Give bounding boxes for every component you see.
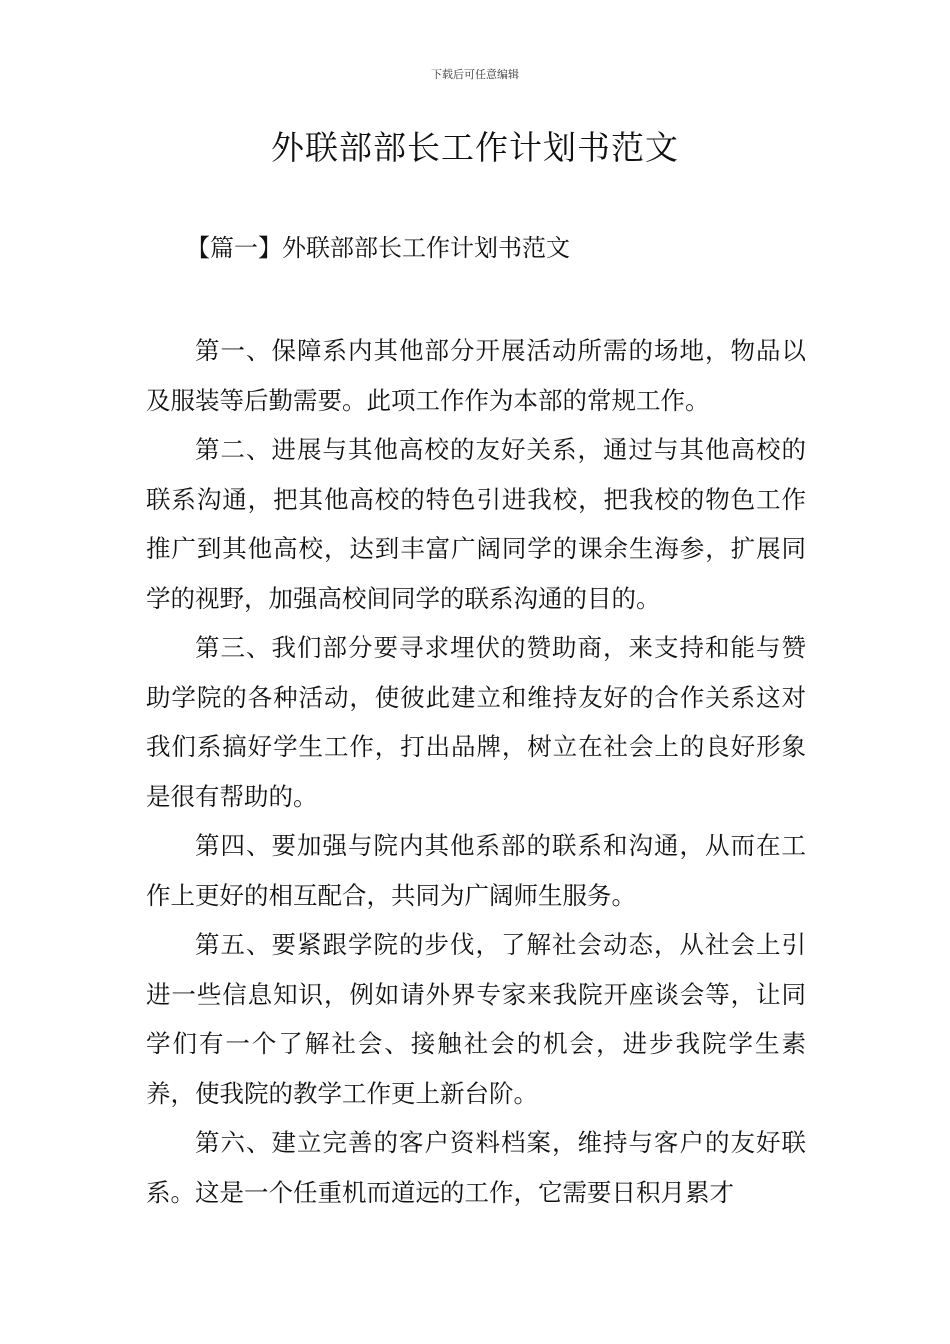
paragraph-6: 第六、建立完善的客户资料档案，维持与客户的友好联系。这是一个任重机而道远的工作，它需要日积月累才 (146, 1128, 806, 1207)
paragraph-1: 第一、保障系内其他部分开展活动所需的场地，物品以及服装等后勤需要。此项工作作为本部的常规工作。 (146, 336, 806, 415)
section-heading: 【篇一】外联部部长工作计划书范文 (186, 234, 570, 262)
paragraph-2: 第二、进展与其他高校的友好关系，通过与其他高校的联系沟通，把其他高校的特色引进我校，把我校的物色工作推广到其他高校，达到丰富广阔同学的课余生海参，扩展同学的视野，加强高校间同学的联系沟通的目的。 (146, 435, 806, 613)
paragraph-5: 第五、要紧跟学院的步伐，了解社会动态，从社会上引进一些信息知识，例如请外界专家来我院开座谈会等，让同学们有一个了解社会、接触社会的机会，进步我院学生素养，使我院的教学工作更上新台阶。 (146, 930, 806, 1108)
document-title: 外联部部长工作计划书范文 (271, 128, 679, 167)
header-note: 下载后可任意编辑 (431, 68, 519, 81)
paragraph-3: 第三、我们部分要寻求埋伏的赞助商，来支持和能与赞助学院的各种活动，使彼此建立和维持友好的合作关系这对我们系搞好学生工作，打出品牌，树立在社会上的良好形象是很有帮助的。 (146, 633, 806, 811)
paragraph-4: 第四、要加强与院内其他系部的联系和沟通，从而在工作上更好的相互配合，共同为广阔师生服务。 (146, 831, 806, 910)
document-body (146, 326, 806, 1217)
